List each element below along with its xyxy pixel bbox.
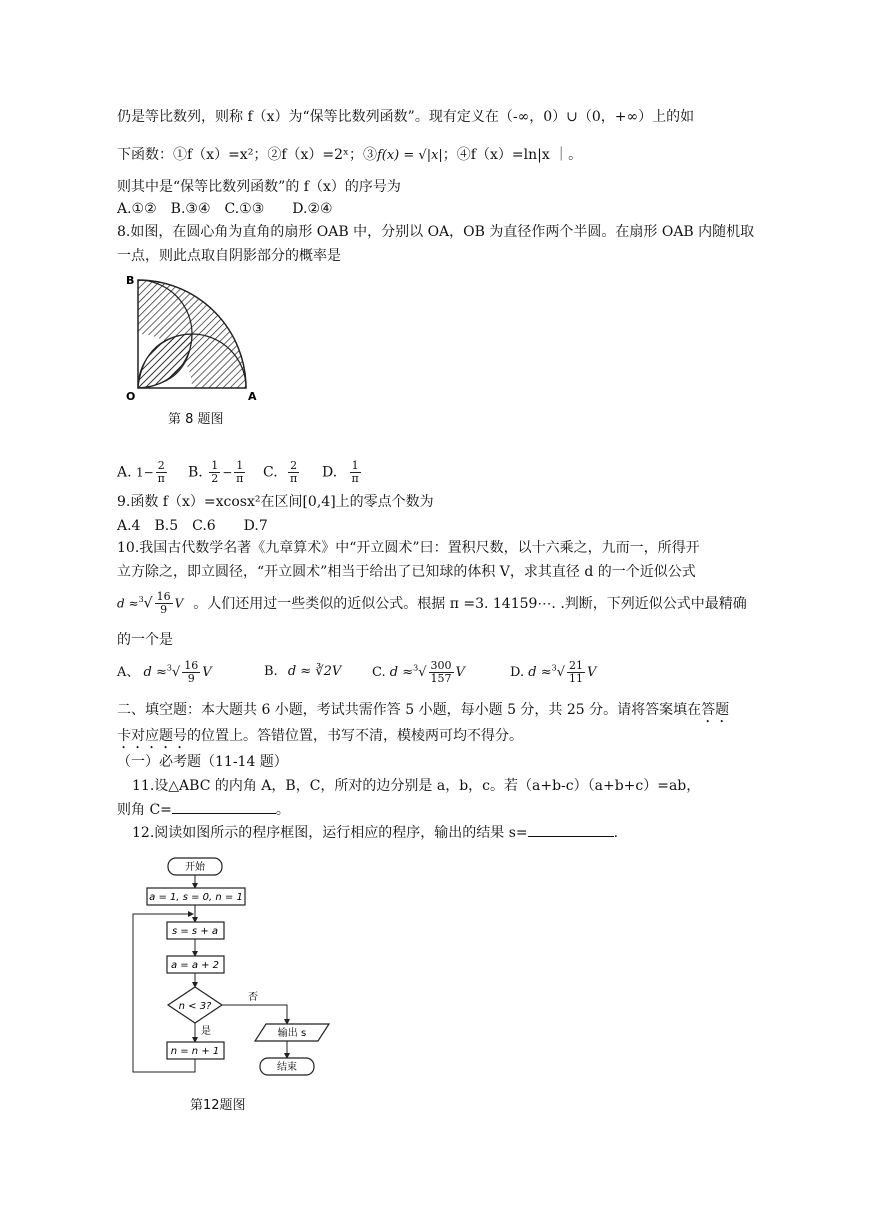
q8-line2: 一点，则此点取自阴影部分的概率是 xyxy=(117,248,341,264)
q10-opt-a-v: V xyxy=(202,665,212,680)
q12-line1-end: . xyxy=(613,825,619,841)
flow-no-label: 否 xyxy=(248,992,258,1003)
q8-opt-a-den: π xyxy=(157,472,165,485)
q12-flowchart xyxy=(125,852,340,1084)
q10-opt-d-frac xyxy=(567,660,585,685)
q12-line1-text: 12.阅读如图所示的程序框图，运行相应的程序，输出的结果 s= xyxy=(132,825,528,841)
section2-line1 xyxy=(117,700,729,726)
q8-option-b xyxy=(188,460,247,485)
flow-cond-label: n < 3? xyxy=(178,1001,212,1012)
q10-opt-c-frac xyxy=(429,660,454,685)
q10-option-b xyxy=(264,664,341,679)
q7-line2 xyxy=(117,145,582,166)
q10-opt-c-den: 157 xyxy=(430,672,452,685)
label-a: A xyxy=(248,390,257,403)
q12-answer-blank xyxy=(528,822,614,837)
q11-line2 xyxy=(117,799,290,820)
q10-line2: 立方除之，即立圆径，“开立圆术”相当于给出了已知球的体积 V，求其直径 d 的一个近似公式 xyxy=(117,564,696,580)
q7-formula-3: f(x) = √|x| xyxy=(376,148,443,163)
radical-icon: √ xyxy=(418,665,427,680)
q10-option-c xyxy=(372,660,465,685)
flow-step1-label: s = s + a xyxy=(171,926,219,937)
radical-icon: √ xyxy=(556,665,565,680)
q8-opt-a-frac xyxy=(156,460,167,485)
q10-line4: 的一个是 xyxy=(117,632,173,648)
q10-opt-b-label: B. xyxy=(264,664,278,679)
q10-opt-b-expr: d ≈ ∛2V xyxy=(287,664,342,679)
q8-opt-c-frac xyxy=(288,460,299,485)
q12-caption: 第12题图 xyxy=(190,1098,246,1113)
q11-line2-text: 则角 C= xyxy=(117,802,172,818)
q7-line2-text: 下函数：①f（x）=x²；②f（x）=2ˣ；③ xyxy=(117,147,377,163)
q11-line1: 11.设△ABC 的内角 A，B，C，所对的边分别是 a，b，c。若（a+b-c）（a+b+c）=ab， xyxy=(132,778,701,794)
q10-line3: 。人们还用过一些类似的近似公式。根据 π =3. 14159⋯. .判断，下列近似公式中最精确 xyxy=(193,595,747,612)
q8-opt-d-den: π xyxy=(351,472,359,485)
q10-formula-den: 9 xyxy=(160,603,168,617)
q10-line3-wrap xyxy=(117,590,747,616)
flow-start-label: 开始 xyxy=(185,862,205,873)
q8-sector-figure xyxy=(118,266,278,406)
q9-line1: 9.函数 f（x）=xcosx²在区间[0,4]上的零点个数为 xyxy=(117,494,434,510)
section2-line2-emph: 卡对应题号 xyxy=(117,728,187,744)
q10-opt-a-num: 16 xyxy=(184,659,199,672)
label-b: B xyxy=(126,274,135,287)
q10-opt-d-root: 3 xyxy=(551,663,557,673)
q8-opt-b-n2: 1 xyxy=(236,459,244,472)
q8-option-d xyxy=(322,460,363,485)
q10-opt-d-d: d ≈ xyxy=(528,665,552,680)
q10-formula-root: 3 xyxy=(138,595,144,604)
q8-opt-a-pre: 1− xyxy=(136,465,154,480)
q10-opt-a-d: d ≈ xyxy=(143,665,167,680)
q11-answer-blank xyxy=(172,799,276,814)
q10-opt-d-v: V xyxy=(586,665,597,680)
q10-opt-a-den: 9 xyxy=(187,672,195,685)
q7-line1: 仍是等比数列，则称 f（x）为“保等比数列函数”。现有定义在（-∞，0）∪（0，+∞）上的如 xyxy=(117,109,695,125)
q10-formula-v: V xyxy=(174,596,184,611)
q8-opt-d-num: 1 xyxy=(351,459,359,472)
q8-opt-b-d1: 2 xyxy=(211,472,219,485)
q10-opt-c-num: 300 xyxy=(430,659,452,672)
q8-opt-b-mid: − xyxy=(222,465,233,480)
q10-opt-c-d: d ≈ xyxy=(389,665,414,680)
radical-icon: √ xyxy=(143,595,153,612)
q8-opt-c-num: 2 xyxy=(290,459,298,472)
q10-option-d xyxy=(510,660,596,685)
q10-line1: 10.我国古代数学名著《九章算术》中“开立圆术”曰：置积尺数，以十六乘之，九而一，所得开 xyxy=(117,540,700,556)
section2-line1-text: 二、填空题：本大题共 6 小题，考试共需作答 5 小题，每小题 5 分，共 25 分。请将答案填在 xyxy=(117,702,702,718)
q10-opt-d-num: 21 xyxy=(568,659,583,672)
q8-opt-a-num: 2 xyxy=(157,459,165,472)
flow-step2-label: a = a + 2 xyxy=(170,960,220,971)
flow-step3-label: n = n + 1 xyxy=(170,1046,220,1057)
q10-opt-c-label: C. xyxy=(372,665,386,680)
q10-formula-d: d ≈ xyxy=(117,596,139,611)
q10-formula-frac xyxy=(155,591,173,616)
section2-line1-emph: 答题 xyxy=(701,702,730,718)
q8-opt-c-label: C. xyxy=(263,464,278,481)
q10-opt-a-root: 3 xyxy=(166,663,172,673)
q8-option-c xyxy=(263,460,301,485)
q8-opt-c-den: π xyxy=(290,472,298,485)
radical-icon: √ xyxy=(171,665,181,680)
section2-sub: （一）必考题（11-14 题） xyxy=(117,754,288,770)
q10-opt-c-root: 3 xyxy=(413,663,419,673)
q10-opt-d-label: D. xyxy=(510,665,525,680)
q10-formula-num: 16 xyxy=(156,590,171,604)
flow-init-label: a = 1, s = 0, n = 1 xyxy=(149,892,243,903)
q8-line1: 8.如图，在圆心角为直角的扇形 OAB 中，分别以 OA，OB 为直径作两个半圆。在扇形 OAB 内随机取 xyxy=(117,224,755,240)
label-o: O xyxy=(126,390,136,403)
q8-opt-b-label: B. xyxy=(188,464,203,481)
section2-line2-text: 的位置上。答错位置，书写不清，模棱两可均不得分。 xyxy=(187,728,523,744)
q8-opt-b-frac1 xyxy=(209,460,220,485)
flow-end-label: 结束 xyxy=(277,1062,297,1073)
q11-line2-end: 。 xyxy=(275,802,290,818)
q8-caption: 第 8 题图 xyxy=(168,412,224,427)
section2-line2 xyxy=(117,726,523,752)
q10-opt-c-v: V xyxy=(455,665,465,680)
q7-line3: 则其中是“保等比数列函数”的 f（x）的序号为 xyxy=(117,179,401,195)
q10-option-a xyxy=(117,660,212,685)
q9-options: A.4 B.5 C.6 D.7 xyxy=(117,518,268,534)
q7-line2-end: ；④f（x）=ln|x ｜。 xyxy=(442,147,583,163)
q8-option-a xyxy=(117,460,169,485)
q10-opt-a-frac xyxy=(182,660,200,685)
q10-opt-d-den: 11 xyxy=(568,672,583,685)
q8-opt-b-n1: 1 xyxy=(211,459,219,472)
q8-opt-a-label: A. xyxy=(117,464,132,481)
q8-opt-d-label: D. xyxy=(322,464,338,481)
q10-opt-a-label: A、 xyxy=(117,665,140,680)
flow-yes-label: 是 xyxy=(201,1026,211,1037)
q8-opt-b-frac2 xyxy=(234,460,245,485)
flow-output-label: 输出 s xyxy=(277,1028,307,1039)
q8-opt-d-frac xyxy=(350,460,361,485)
q7-options: A.①② B.③④ C.①③ D.②④ xyxy=(117,201,333,217)
q8-opt-b-d2: π xyxy=(236,472,244,485)
q12-line1 xyxy=(132,822,618,843)
